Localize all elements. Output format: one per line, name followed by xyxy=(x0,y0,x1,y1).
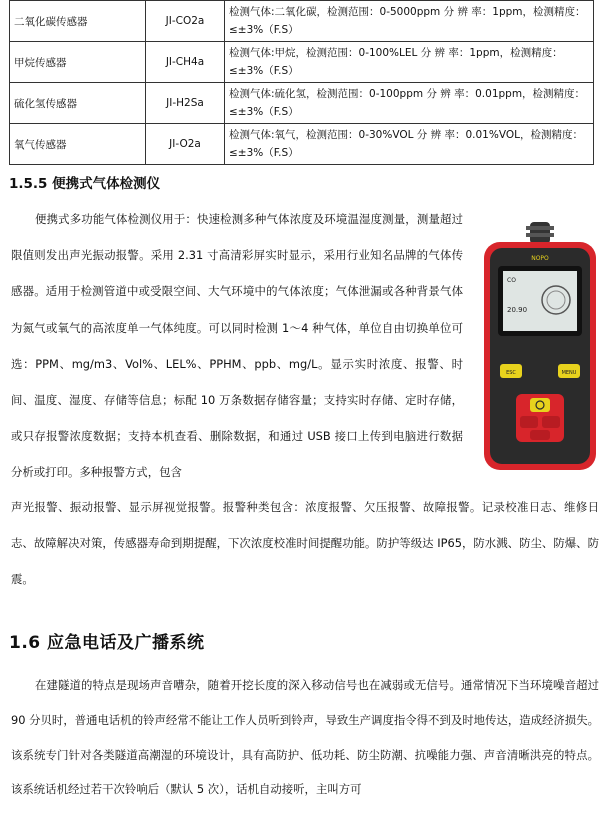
table-row xyxy=(10,42,594,83)
screen-value: 20.90 xyxy=(507,306,528,314)
left-button xyxy=(520,416,538,428)
power-button xyxy=(530,398,550,412)
sensor-spec-table xyxy=(9,0,594,165)
sensor-name: 甲烷传感器 xyxy=(10,42,146,83)
table-row xyxy=(10,1,594,42)
svg-text:MENU: MENU xyxy=(561,370,577,376)
sensor-model: JI-CO2a xyxy=(146,1,225,42)
down-button xyxy=(530,430,550,440)
right-button xyxy=(542,416,560,428)
table-row xyxy=(10,124,594,165)
paragraph-emergency-phone: 在建隧道的特点是现场声音嘈杂，随着开挖长度的深入移动信号也在减弱或无信号。通常情况下当环境噪音超过 90 分贝时，普通电话机的铃声经常不能让工作人员听到铃声，导致生产调度指令得不到及时地传达，造成经济损失。该系统专门针对各类隧道高潮湿的环境设计，具有高防护、低功耗、防尘防潮、抗噪能力强、声音清晰洪亮的特点。该系统话机经过若干次铃响后（默认 5 次），话机自动接听，主叫方可 xyxy=(11,678,599,797)
sensor-name: 氧气传感器 xyxy=(10,124,146,165)
sensor-spec: 检测气体:二氧化碳，检测范围：0-5000ppm 分 辨 率：1ppm，检测精度：≤±3%（F.S） xyxy=(225,1,594,42)
paragraph-detector-alarms: 声光报警、振动报警、显示屏视觉报警。报警种类包含：浓度报警、欠压报警、故障报警。记录校准日志、维修日志、故障解决对策，传感器寿命到期提醒，下次浓度校准时间提醒功能。防护等级达 IP65，防水溅、防尘、防爆、防震。 xyxy=(11,500,599,587)
section-heading-1-6: 1.6 应急电话及广播系统 xyxy=(9,633,205,653)
screen-label: CO xyxy=(507,277,516,284)
paragraph-detector-intro: 便携式多功能气体检测仪用于：快速检测多种气体浓度及环境温湿度测量，测量超过限值则发出声光振动报警。采用 2.31 寸高清彩屏实时显示，采用行业知名品牌的气体传感器。适用于检测管道中或受限空间、大气环境中的气体浓度；气体泄漏或各种背景气体为氮气或氧气的高浓度单一气体纯度。可以同时检测 1～4 种气体，单位自由切换单位可选：PPM、mg/m3、Vol%、LEL%、PPHM、ppb、mg/L。显示实时浓度、报警、时间、温度、湿度、存储等信息；标配 10 万条数据存储容量；支持实时存储、定时存储，或只存报警浓度数据；支持本机查看、删除数据，和通过 USB 接口上传到电脑进行数据分析或打印。多种报警方式，包含 xyxy=(11,212,463,480)
sensor-name: 二氧化碳传感器 xyxy=(10,1,146,42)
table-row xyxy=(10,83,594,124)
sensor-model: JI-O2a xyxy=(146,124,225,165)
svg-text:ESC: ESC xyxy=(506,370,516,376)
sensor-model: JI-H2Sa xyxy=(146,83,225,124)
device-brand: NOPO xyxy=(531,255,549,262)
gas-detector-image xyxy=(474,222,606,472)
sensor-spec: 检测气体:甲烷，检测范围：0-100%LEL 分 辨 率：1ppm，检测精度：≤±3%（F.S） xyxy=(225,42,594,83)
section-heading-1-5-5: 1.5.5 便携式气体检测仪 xyxy=(9,176,161,192)
sensor-name: 硫化氢传感器 xyxy=(10,83,146,124)
sensor-model: JI-CH4a xyxy=(146,42,225,83)
sensor-spec: 检测气体:氧气，检测范围：0-30%VOL 分 辨 率：0.01%VOL，检测精度：≤±3%（F.S） xyxy=(225,124,594,165)
sensor-spec: 检测气体:硫化氢，检测范围：0-100ppm 分 辨 率：0.01ppm，检测精度：≤±3%（F.S） xyxy=(225,83,594,124)
